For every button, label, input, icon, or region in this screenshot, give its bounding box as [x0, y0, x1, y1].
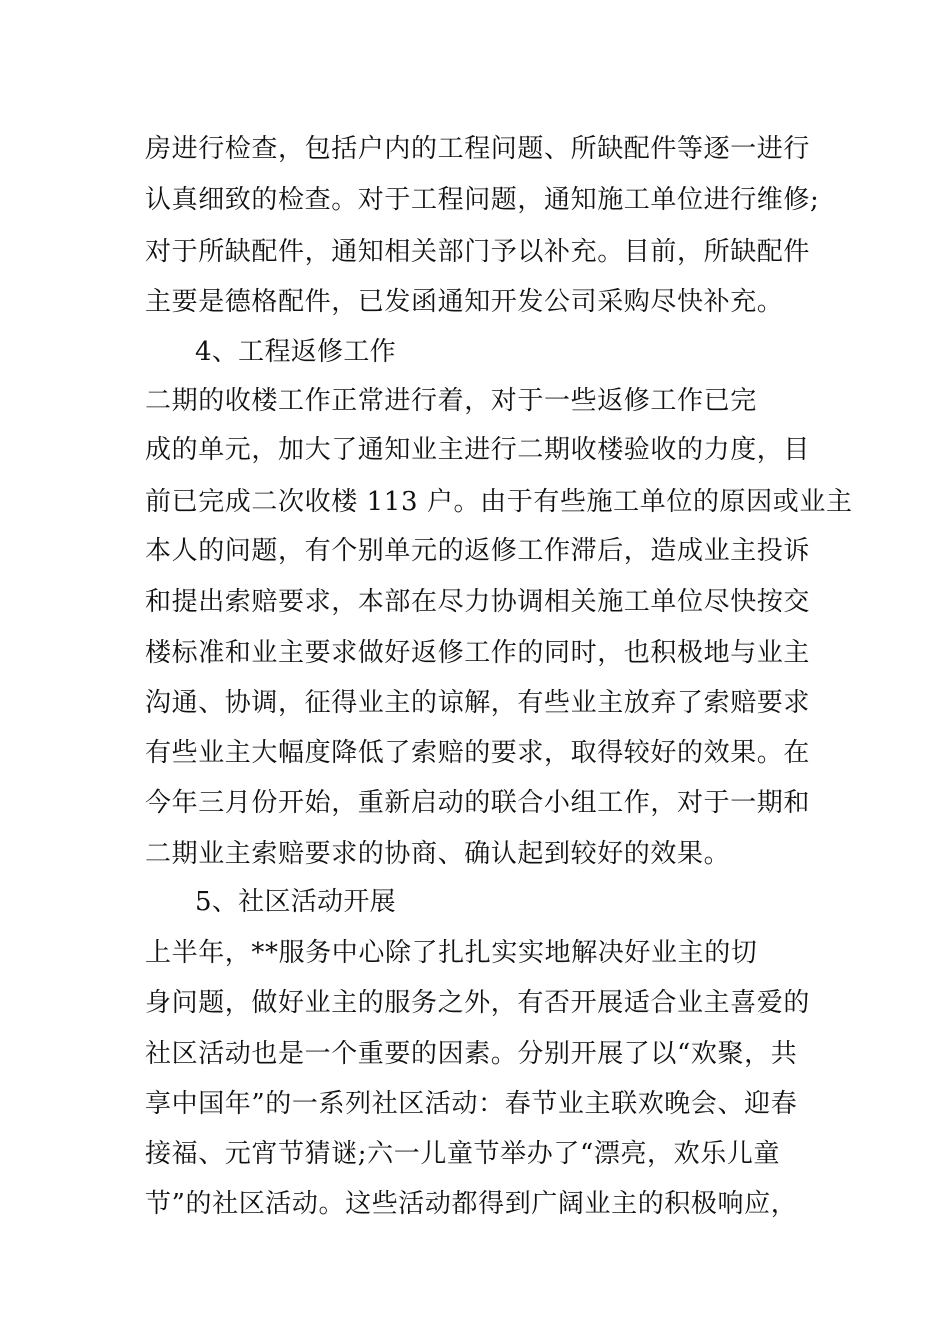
text-line: 前已完成二次收楼 113 户。由于有些施工单位的原因或业主 [145, 487, 853, 517]
section-heading: 5、社区活动开展 [195, 887, 396, 917]
text-line: 房进行检查，包括户内的工程问题、所缺配件等逐一进行 [145, 134, 811, 164]
text-line: 沟通、协调，征得业主的谅解，有些业主放弃了索赔要求 [145, 688, 811, 718]
section-heading: 4、工程返修工作 [195, 337, 396, 367]
text-line: 楼标准和业主要求做好返修工作的同时，也积极地与业主 [145, 638, 811, 668]
text-line: 主要是德格配件，已发函通知开发公司采购尽快补充。 [145, 287, 784, 317]
text-line: 节”的社区活动。这些活动都得到广阔业主的积极响应， [145, 1189, 798, 1219]
text-line: 社区活动也是一个重要的因素。分别开展了以“欢聚，共 [145, 1039, 798, 1069]
text-line: 二期业主索赔要求的协商、确认起到较好的效果。 [145, 839, 731, 869]
text-line: 上半年，**服务中心除了扎扎实实地解决好业主的切 [145, 938, 758, 968]
text-line: 对于所缺配件，通知相关部门予以补充。目前，所缺配件 [145, 237, 811, 267]
text-line: 享中国年”的一系列社区活动：春节业主联欢晚会、迎春 [145, 1089, 798, 1119]
text-line: 和提出索赔要求，本部在尽力协调相关施工单位尽快按交 [145, 587, 811, 617]
text-line: 今年三月份开始，重新启动的联合小组工作，对于一期和 [145, 788, 811, 818]
text-line: 二期的收楼工作正常进行着，对于一些返修工作已完 [145, 386, 757, 416]
text-line: 接福、元宵节猜谜;六一儿童节举办了“漂亮，欢乐儿童 [145, 1139, 781, 1169]
text-line: 有些业主大幅度降低了索赔的要求，取得较好的效果。在 [145, 738, 811, 768]
text-line: 成的单元，加大了通知业主进行二期收楼验收的力度，目 [145, 435, 811, 465]
text-line: 身问题，做好业主的服务之外，有否开展适合业主喜爱的 [145, 988, 811, 1018]
text-line: 认真细致的检查。对于工程问题，通知施工单位进行维修; [145, 185, 820, 215]
text-line: 本人的问题，有个别单元的返修工作滞后，造成业主投诉 [145, 536, 811, 566]
